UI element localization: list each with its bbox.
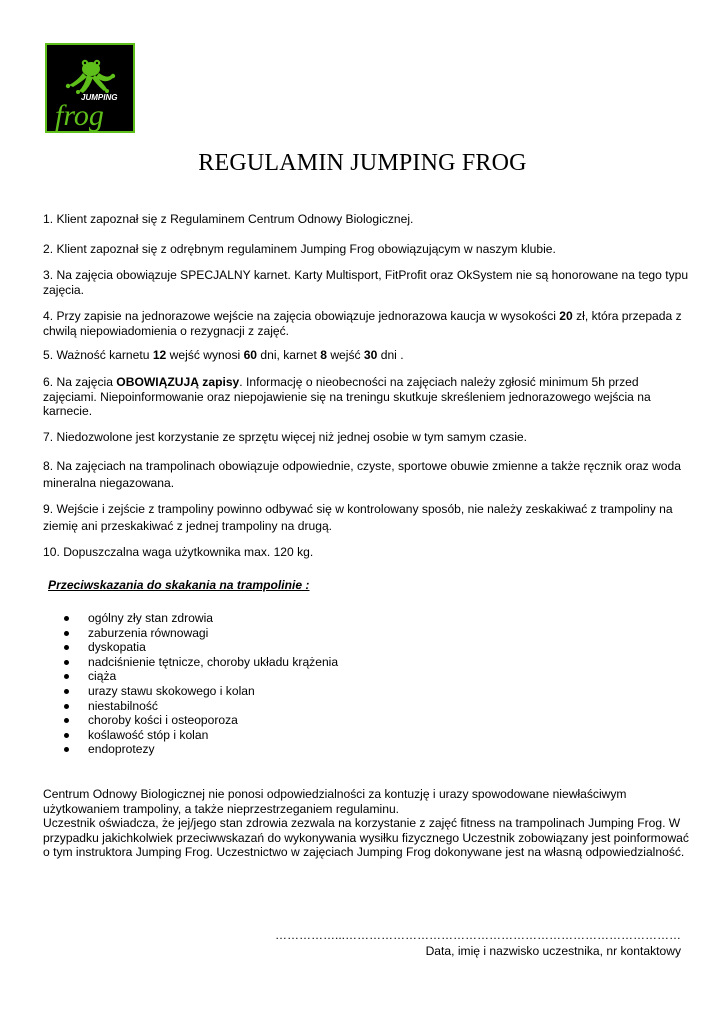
rule-item: 2. Klient zapoznał się z odrębnym regulaminem Jumping Frog obowiązującym w naszym klubie. (43, 242, 556, 256)
disclaimer (43, 787, 693, 860)
list-item: nadciśnienie tętnicze, choroby układu krążenia (62, 655, 338, 670)
rule-item: 3. Na zajęcia obowiązuje SPECJALNY karnet. Karty Multisport, FitProfit oraz OkSystem nie są honorowane na tego typu zajęcia. (43, 268, 689, 297)
svg-text:JUMPING: JUMPING (81, 93, 118, 102)
rule-item: 1. Klient zapoznał się z Regulaminem Centrum Odnowy Biologicznej. (43, 212, 414, 226)
list-item: ogólny zły stan zdrowia (62, 611, 338, 626)
bullet-icon (64, 704, 69, 709)
signature-label: Data, imię i nazwisko uczestnika, nr kontaktowy (425, 944, 681, 958)
bullet-icon (64, 645, 69, 650)
bullet-icon (64, 689, 69, 694)
contraindications-list (62, 611, 338, 757)
list-item: endoprotezy (62, 742, 338, 757)
contraindications-heading: Przeciwskazania do skakania na trampolinie : (48, 578, 310, 592)
list-item: koślawość stóp i kolan (62, 728, 338, 743)
list-item: dyskopatia (62, 640, 338, 655)
list-item: niestabilność (62, 699, 338, 714)
list-item: urazy stawu skokowego i kolan (62, 684, 338, 699)
rule-item: 7. Niedozwolone jest korzystanie ze sprzętu więcej niż jednej osobie w tym samym czasie. (43, 430, 527, 444)
disclaimer-paragraph: Uczestnik oświadcza, że jej/jego stan zdrowia zezwala na korzystanie z zajęć fitness na trampolinach Jumping Frog. W przypadku jakichkolwiek przeciwwskazań do wykonywania wysiłku fizycznego Uczestnik zobowiązany jest poinformować o tym instruktora Jumping Frog. Uczestnictwo w zajęciach Jumping Frog dokonywane jest na własną odpowiedzialność. (43, 816, 689, 860)
bullet-icon (64, 747, 69, 752)
bullet-icon (64, 660, 69, 665)
signature-line: ……………...………………………………………………………………………… (274, 928, 681, 942)
bullet-icon (64, 674, 69, 679)
bullet-icon (64, 631, 69, 636)
svg-text:frog: frog (55, 99, 104, 131)
jumping-frog-logo (45, 43, 135, 133)
rule-item: 8. Na zajęciach na trampolinach obowiązuje odpowiednie, czyste, sportowe obuwie zmienne a także ręcznik oraz woda mineralna niegazowana. (43, 459, 681, 490)
page-title: REGULAMIN JUMPING FROG (198, 150, 527, 176)
disclaimer-paragraph: Centrum Odnowy Biologicznej nie ponosi odpowiedzialności za kontuzję i urazy spowodowane niewłaściwym użytkowaniem trampoliny, a także nieprzestrzeganiem regulaminu. (43, 787, 627, 816)
bullet-icon (64, 733, 69, 738)
bullet-icon (64, 616, 69, 621)
bullet-icon (64, 718, 69, 723)
rule-item: 6. Na zajęcia OBOWIĄZUJĄ zapisy. Informację o nieobecności na zajęciach należy zgłosić minimum 5h przed zajęciami. Niepoinformowanie oraz niepojawienie się na treningu skutkuje skreśleniem jednorazowego wejścia na karnecie. (43, 375, 651, 418)
rule-item: 10. Dopuszczalna waga użytkownika max. 120 kg. (43, 545, 314, 559)
rule-item: 9. Wejście i zejście z trampoliny powinno odbywać się w kontrolowany sposób, nie należy zeskakiwać z trampoliny na ziemię ani przeskakiwać z jednej trampoliny na drugą. (43, 502, 673, 533)
rule-item: 5. Ważność karnetu 12 wejść wynosi 60 dni, karnet 8 wejść 30 dni . (43, 348, 404, 362)
frog-icon (47, 45, 133, 131)
list-item: ciąża (62, 669, 338, 684)
list-item: choroby kości i osteoporoza (62, 713, 338, 728)
list-item: zaburzenia równowagi (62, 626, 338, 641)
rule-item: 4. Przy zapisie na jednorazowe wejście na zajęcia obowiązuje jednorazowa kaucja w wysokości 20 zł, która przepada z chwilą niepowiadomienia o rezygnacji z zajęć. (43, 309, 682, 338)
